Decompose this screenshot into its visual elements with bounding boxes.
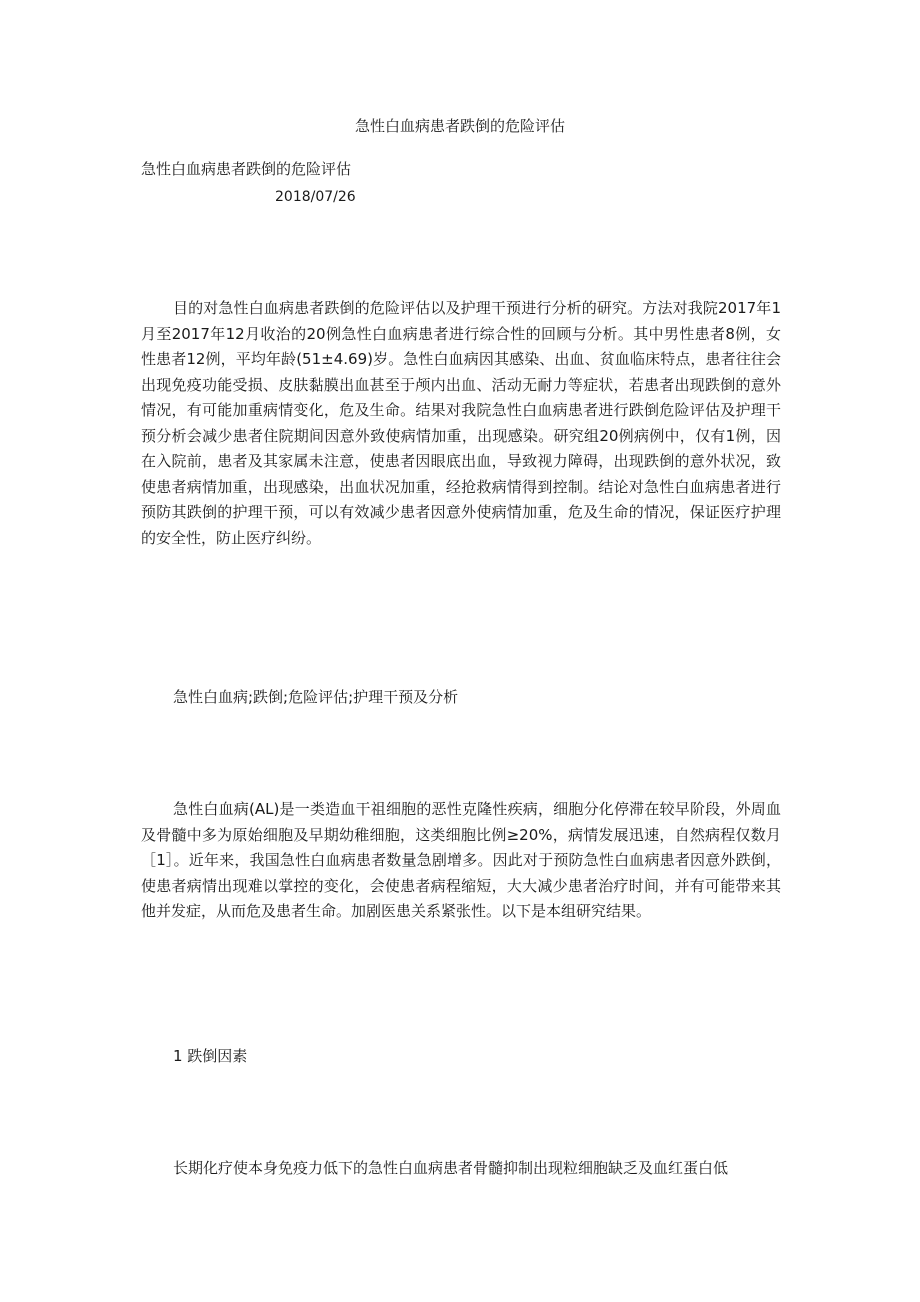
document-title: 急性白血病患者跌倒的危险评估	[354, 117, 565, 135]
section-1-paragraph: 长期化疗使本身免疫力低下的急性白血病患者骨髓抑制出现粒细胞缺乏及血红蛋白低	[173, 1159, 729, 1177]
document-date: 2018/07/26	[275, 189, 356, 205]
abstract-paragraph: 目的对急性白血病患者跌倒的危险评估以及护理干预进行分析的研究。方法对我院2017年1月至2017年12月收治的20例急性白血病患者进行综合性的回顾与分析。其中男性患者8例，女性患者12例，平均年龄(51±4.69)岁。急性白血病因其感染、出血、贫血临床特点，患者往往会出现免疫功能受损、皮肤黏膜出血甚至于颅内出血、活动无耐力等症状，若患者出现跌倒的意外情况，有可能加重病情变化，危及生命。结果对我院急性白血病患者进行跌倒危险评估及护理干预分析会减少患者住院期间因意外致使病情加重，出现感染。研究组20例病例中，仅有1例，因在入院前，患者及其家属未注意，使患者因眼底出血，导致视力障碍，出现跌倒的意外状况，致使患者病情加重，出现感染，出血状况加重，经抢救病情得到控制。结论对急性白血病患者进行预防其跌倒的护理干预，可以有效减少患者因意外使病情加重，危及生命的情况，保证医疗护理的安全性，防止医疗纠纷。	[141, 299, 781, 547]
document-subtitle: 急性白血病患者跌倒的危险评估	[141, 160, 352, 178]
section-heading-1: 1 跌倒因素	[173, 1047, 248, 1065]
intro-paragraph: 急性白血病(AL)是一类造血干祖细胞的恶性克隆性疾病，细胞分化停滞在较早阶段，外周血及骨髓中多为原始细胞及早期幼稚细胞，这类细胞比例≥20%，病情发展迅速，自然病程仅数月［1］。近年来，我国急性白血病患者数量急剧增多。因此对于预防急性白血病患者因意外跌倒，使患者病情出现难以掌控的变化，会使患者病程缩短，大大减少患者治疗时间，并有可能带来其他并发症，从而危及患者生命。加剧医患关系紧张性。以下是本组研究结果。	[141, 800, 781, 920]
keywords-line: 急性白血病;跌倒;危险评估;护理干预及分析	[173, 688, 459, 706]
